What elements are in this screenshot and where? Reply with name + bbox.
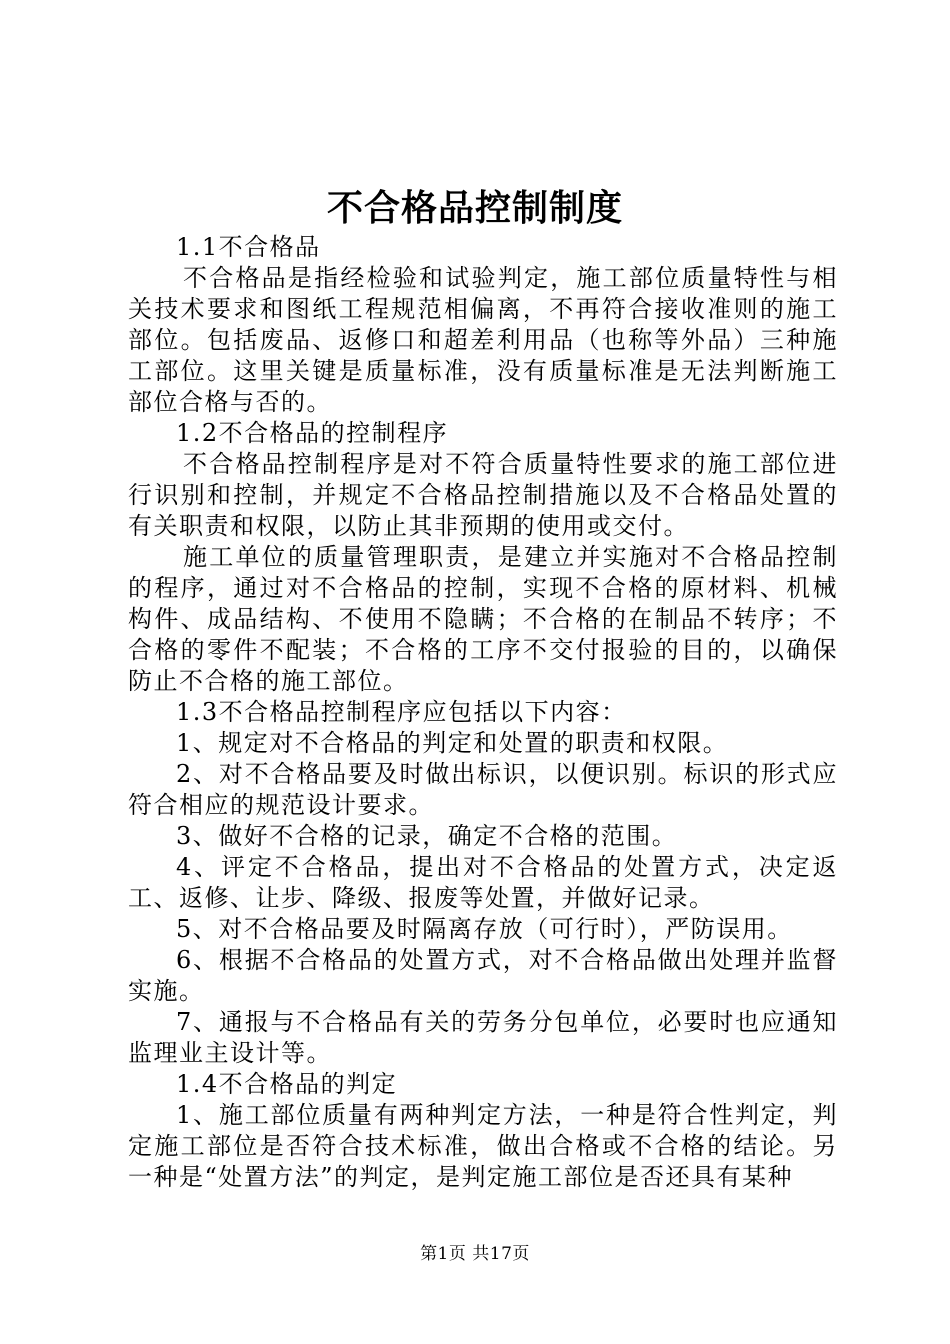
section-heading: 1.4不合格品的判定 — [176, 1070, 398, 1098]
list-item: 3、做好不合格的记录，确定不合格的范围。 — [176, 822, 678, 850]
list-item: 5、对不合格品要及时隔离存放（可行时），严防误用。 — [176, 915, 793, 943]
body-paragraph: 施工单位的质量管理职责，是建立并实施对不合格品控制的程序，通过对不合格品的控制，实现不合格的原材料、机械构件、成品结构、不使用不隐瞒；不合格的在制品不转序；不合格的零件不配装；不合格的工序不交付报验的目的，以确保防止不合格的施工部位。 — [128, 543, 838, 695]
list-item: 4、评定不合格品，提出对不合格品的处置方式，决定返工、返修、让步、降级、报废等处置，并做好记录。 — [128, 853, 838, 912]
list-item: 6、根据不合格品的处置方式，对不合格品做出处理并监督实施。 — [128, 946, 838, 1005]
section-heading: 1.2不合格品的控制程序 — [176, 419, 449, 447]
body-paragraph: 不合格品控制程序是对不符合质量特性要求的施工部位进行识别和控制，并规定不合格品控制措施以及不合格品处置的有关职责和权限，以防止其非预期的使用或交付。 — [128, 450, 838, 540]
list-item: 2、对不合格品要及时做出标识，以便识别。标识的形式应符合相应的规范设计要求。 — [128, 760, 838, 819]
body-paragraph: 不合格品是指经检验和试验判定，施工部位质量特性与相关技术要求和图纸工程规范相偏离，不再符合接收准则的施工部位。包括废品、返修口和超差利用品（也称等外品）三种施工部位。这里关键是质量标准，没有质量标准是无法判断施工部位合格与否的。 — [128, 264, 838, 416]
section-heading: 1.1不合格品 — [176, 233, 321, 261]
section-heading: 1.3不合格品控制程序应包括以下内容： — [176, 698, 627, 726]
document-body — [128, 232, 838, 1193]
list-item: 1、施工部位质量有两种判定方法，一种是符合性判定，判定施工部位是否符合技术标准，做出合格或不合格的结论。另一种是“处置方法”的判定，是判定施工部位是否还具有某种 — [128, 1101, 838, 1191]
document-title: 不合格品控制制度 — [326, 187, 623, 229]
list-item: 7、通报与不合格品有关的劳务分包单位，必要时也应通知监理业主设计等。 — [128, 1008, 838, 1067]
page-number-footer: 第1页 共17页 — [420, 1244, 530, 1264]
list-item: 1、规定对不合格品的判定和处置的职责和权限。 — [176, 729, 729, 757]
